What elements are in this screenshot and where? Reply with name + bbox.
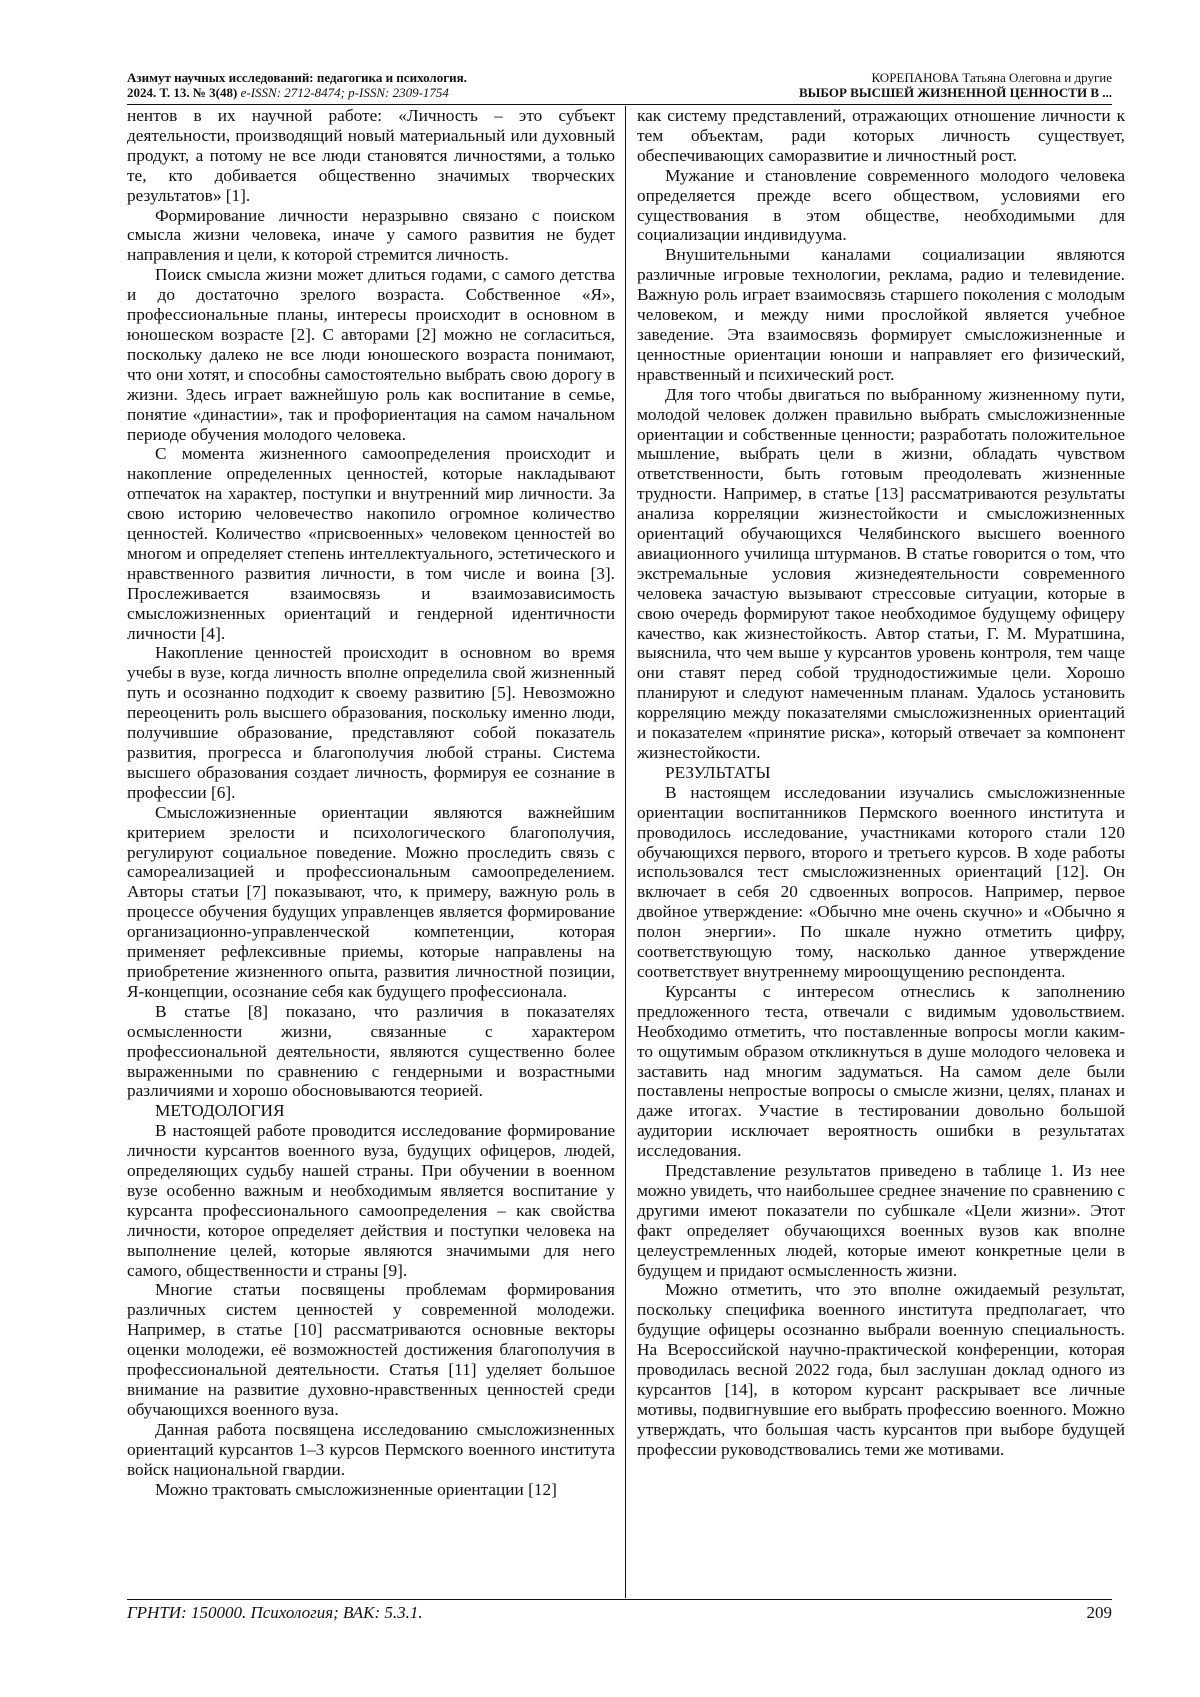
paragraph: как систему представлений, отражающих отношение личности к тем объектам, ради которых личность существует, обеспечивающих саморазвитие и личностный рост.: [637, 106, 1125, 165]
paragraph: В настоящем исследовании изучались смысложизненные ориентации воспитанников Пермского военного института и проводилось исследование, участниками которого стали 120 обучающихся первого, второго и третьего курсов. В ходе работы использовался тест смысложизненных ориентаций [12]. Он включает в себя 20 сдвоенных вопросов. Например, первое двойное утверждение: «Обычно мне очень скучно» и «Обычно я полон энергии». По шкале нужно отметить цифру, соответствующую тому, насколько данное утверждение соответствует внутреннему мироощущению респондента.: [637, 782, 1125, 981]
paragraph: В статье [8] показано, что различия в показателях осмысленности жизни, связанные с характером профессиональной деятельности, являются существенно более выраженными по сравнению с гендерными и возрастными различиями и хорошо обосновываются теорией.: [127, 1001, 615, 1101]
left-column: [127, 106, 615, 1499]
paragraph: Представление результатов приведено в таблице 1. Из нее можно увидеть, что наибольшее среднее значение по сравнению с другими имеют показатели по субшкале «Цели жизни». Этот факт определяет обучающихся военных вузов как вполне целеустремленных людей, которые имеют конкретные цели в будущем и придают осмысленность жизни.: [637, 1161, 1125, 1280]
page-number: 209: [1086, 1603, 1112, 1622]
paragraph: нентов в их научной работе: «Личность – это субъект деятельности, производящий новый материальный или духовный продукт, а потому не все люди становятся личностями, а только те, кто добивается общественно значимых творческих результатов» [1].: [127, 106, 615, 205]
article-authors: КОРЕПАНОВА Татьяна Олеговна и другие: [871, 70, 1112, 85]
footer-rule: [127, 1599, 1112, 1600]
journal-issue-line: [127, 85, 467, 100]
paragraph: Многие статьи посвящены проблемам формирования различных систем ценностей у современной молодежи. Например, в статье [10] рассматриваются основные векторы оценки молодежи, её возможностей достижения благополучия в профессиональной деятельности. Статья [11] уделяет большое внимание на развитие духовно-нравственных ценностей среди обучающихся военного вуза.: [127, 1280, 615, 1419]
right-column: [637, 106, 1125, 1460]
paragraph: Формирование личности неразрывно связано с поиском смысла жизни человека, иначе у самого развития не будет направления и цели, к которой стремится личность.: [127, 205, 615, 265]
section-heading-results: РЕЗУЛЬТАТЫ: [665, 762, 771, 782]
journal-issue: 2024. Т. 13. № 3(48): [127, 85, 238, 100]
paragraph: С момента жизненного самоопределения происходит и накопление определенных ценностей, которые накладывают отпечаток на характер, поступки и внутренний мир личности. За свою историю человечество накопило огромное количество ценностей. Количество «присвоенных» человеком ценностей во многом и определяет степень интеллектуального, эстетического и нравственного развития личности, в том числе и воина [3]. Прослеживается взаимосвязь и взаимозависимость смысложизненных ориентаций и гендерной идентичности личности [4].: [127, 444, 615, 643]
paragraph: В настоящей работе проводится исследование формирование личности курсантов военного вуза, будущих офицеров, людей, определяющих судьбу нашей страны. При обучении в военном вузе особенно важным и необходимым является воспитание у курсанта профессионального самоопределения – как свойства личности, которое определяет действия и поступки человека на выполнение целей, которые являются значимыми для него самого, общественности и страны [9].: [127, 1121, 615, 1280]
article-running-title: ВЫБОР ВЫСШЕЙ ЖИЗНЕННОЙ ЦЕННОСТИ В ...: [798, 85, 1112, 100]
page-header: [127, 70, 1112, 106]
paragraph: Можно отметить, что это вполне ожидаемый результат, поскольку специфика военного института предполагает, что будущие офицеры осознанно выбрали военную специальность. На Всероссийской научно-практической конференции, которая проводилась весной 2022 года, был заслушан доклад одного из курсантов [14], в котором курсант раскрывает все личные мотивы, подвигнувшие его выбрать профессию военного. Можно утверждать, что большая часть курсантов при выборе будущей профессии руководствовались теми же мотивами.: [637, 1280, 1125, 1459]
paragraph: Поиск смысла жизни может длиться годами, с самого детства и до достаточно зрелого возраста. Собственное «Я», профессиональные планы, интересы происходит в основном в юношеском возрасте [2]. С авторами [2] можно не согласиться, поскольку далеко не все люди юношеского возраста понимают, что они хотят, и способны самостоятельно выбрать свою дорогу в жизни. Здесь играет важнейшую роль как воспитание в семье, понятие «династии», так и профориентация на самом начальном периоде обучения молодого человека.: [127, 265, 615, 444]
paragraph: Смысложизненные ориентации являются важнейшим критерием зрелости и психологического благополучия, регулируют социальное поведение. Можно проследить связь с самореализацией и профессиональным самоопределением. Авторы статьи [7] показывают, что, к примеру, важную роль в процессе обучения будущих управленцев является формирование организационно-управленческой компетенции, которая применяет рефлексивные приемы, которые направлены на приобретение жизненного опыта, развития личностной позиции, Я-концепции, осознание себя как будущего профессионала.: [127, 802, 615, 1001]
page-footer: [127, 1603, 1112, 1623]
column-divider: [625, 106, 626, 1598]
classification-codes: ГРНТИ: 150000. Психология; ВАК: 5.3.1.: [127, 1603, 423, 1622]
paragraph: Внушительными каналами социализации являются различные игровые технологии, реклама, радио и телевидение. Важную роль играет взаимосвязь старшего поколения с молодым человеком, и между ними прослойкой является учебное заведение. Эта взаимосвязь формирует смысложизненные и ценностные ориентации юноши и направляет его физический, нравственный и психический рост.: [637, 245, 1125, 384]
paragraph: Мужание и становление современного молодого человека определяется прежде всего обществом, условиями его существования в этом обществе, необходимыми для социализации индивидуума.: [637, 165, 1125, 245]
journal-info: [127, 70, 467, 100]
journal-issn: e-ISSN: 2712-8474; p-ISSN: 2309-1754: [240, 85, 449, 100]
paragraph: Курсанты с интересом отнеслись к заполнению предложенного теста, отвечали с видимым удовольствием. Необходимо отметить, что поставленные вопросы могли каким-то ощутимым образом откликнуться в душе молодого человека и заставить над многим задуматься. На самом деле были поставлены непростые вопросы о смысле жизни, целях, планах и даже итогах. Участие в тестировании довольно большой аудитории исключает вероятность ошибки в результатах исследования.: [637, 981, 1125, 1161]
header-rule: [127, 104, 1112, 105]
section-heading-methodology: МЕТОДОЛОГИЯ: [155, 1101, 285, 1121]
article-info: [799, 70, 1112, 100]
paragraph: Можно трактовать смысложизненные ориентации [12]: [155, 1479, 557, 1499]
journal-title: Азимут научных исследований: педагогика и психология.: [127, 70, 467, 85]
paragraph: Накопление ценностей происходит в основном во время учебы в вузе, когда личность вполне определила свой жизненный путь и осознанно подходит к своему развитию [5]. Невозможно переоценить роль высшего образования, поскольку именно люди, получившие образование, представляют собой показатель развития, прогресса и благополучия любой страны. Система высшего образования создает личность, формируя ее сознание в профессии [6].: [127, 643, 615, 802]
paragraph: Для того чтобы двигаться по выбранному жизненному пути, молодой человек должен правильно выбрать смысложизненные ориентации и собственные ценности; разработать положительное мышление, выбрать цели в жизни, обладать чувством ответственности, быть готовым преодолевать жизненные трудности. Например, в статье [13] рассматриваются результаты анализа корреляции жизнестойкости и смысложизненных ориентаций обучающихся Челябинского высшего военного авиационного училища штурманов. В статье говорится о том, что экстремальные условия жизнедеятельности современного человека зачастую вызывают стрессовые ситуации, которые в свою очередь формируют такое необходимое будущему офицеру качество, как жизнестойкость. Автор статьи, Г. М. Муратшина, выяснила, что чем выше у курсантов уровень контроля, тем чаще они ставят перед собой труднодостижимые цели. Хорошо планируют и следуют намеченным планам. Удалось установить корреляцию между показателями смысложизненных ориентаций и показателем «принятие риска», который отвечает за компонент жизнестойкости.: [637, 384, 1125, 762]
paragraph: Данная работа посвящена исследованию смысложизненных ориентаций курсантов 1–3 курсов Пермского военного института войск национальной гвардии.: [127, 1419, 615, 1479]
